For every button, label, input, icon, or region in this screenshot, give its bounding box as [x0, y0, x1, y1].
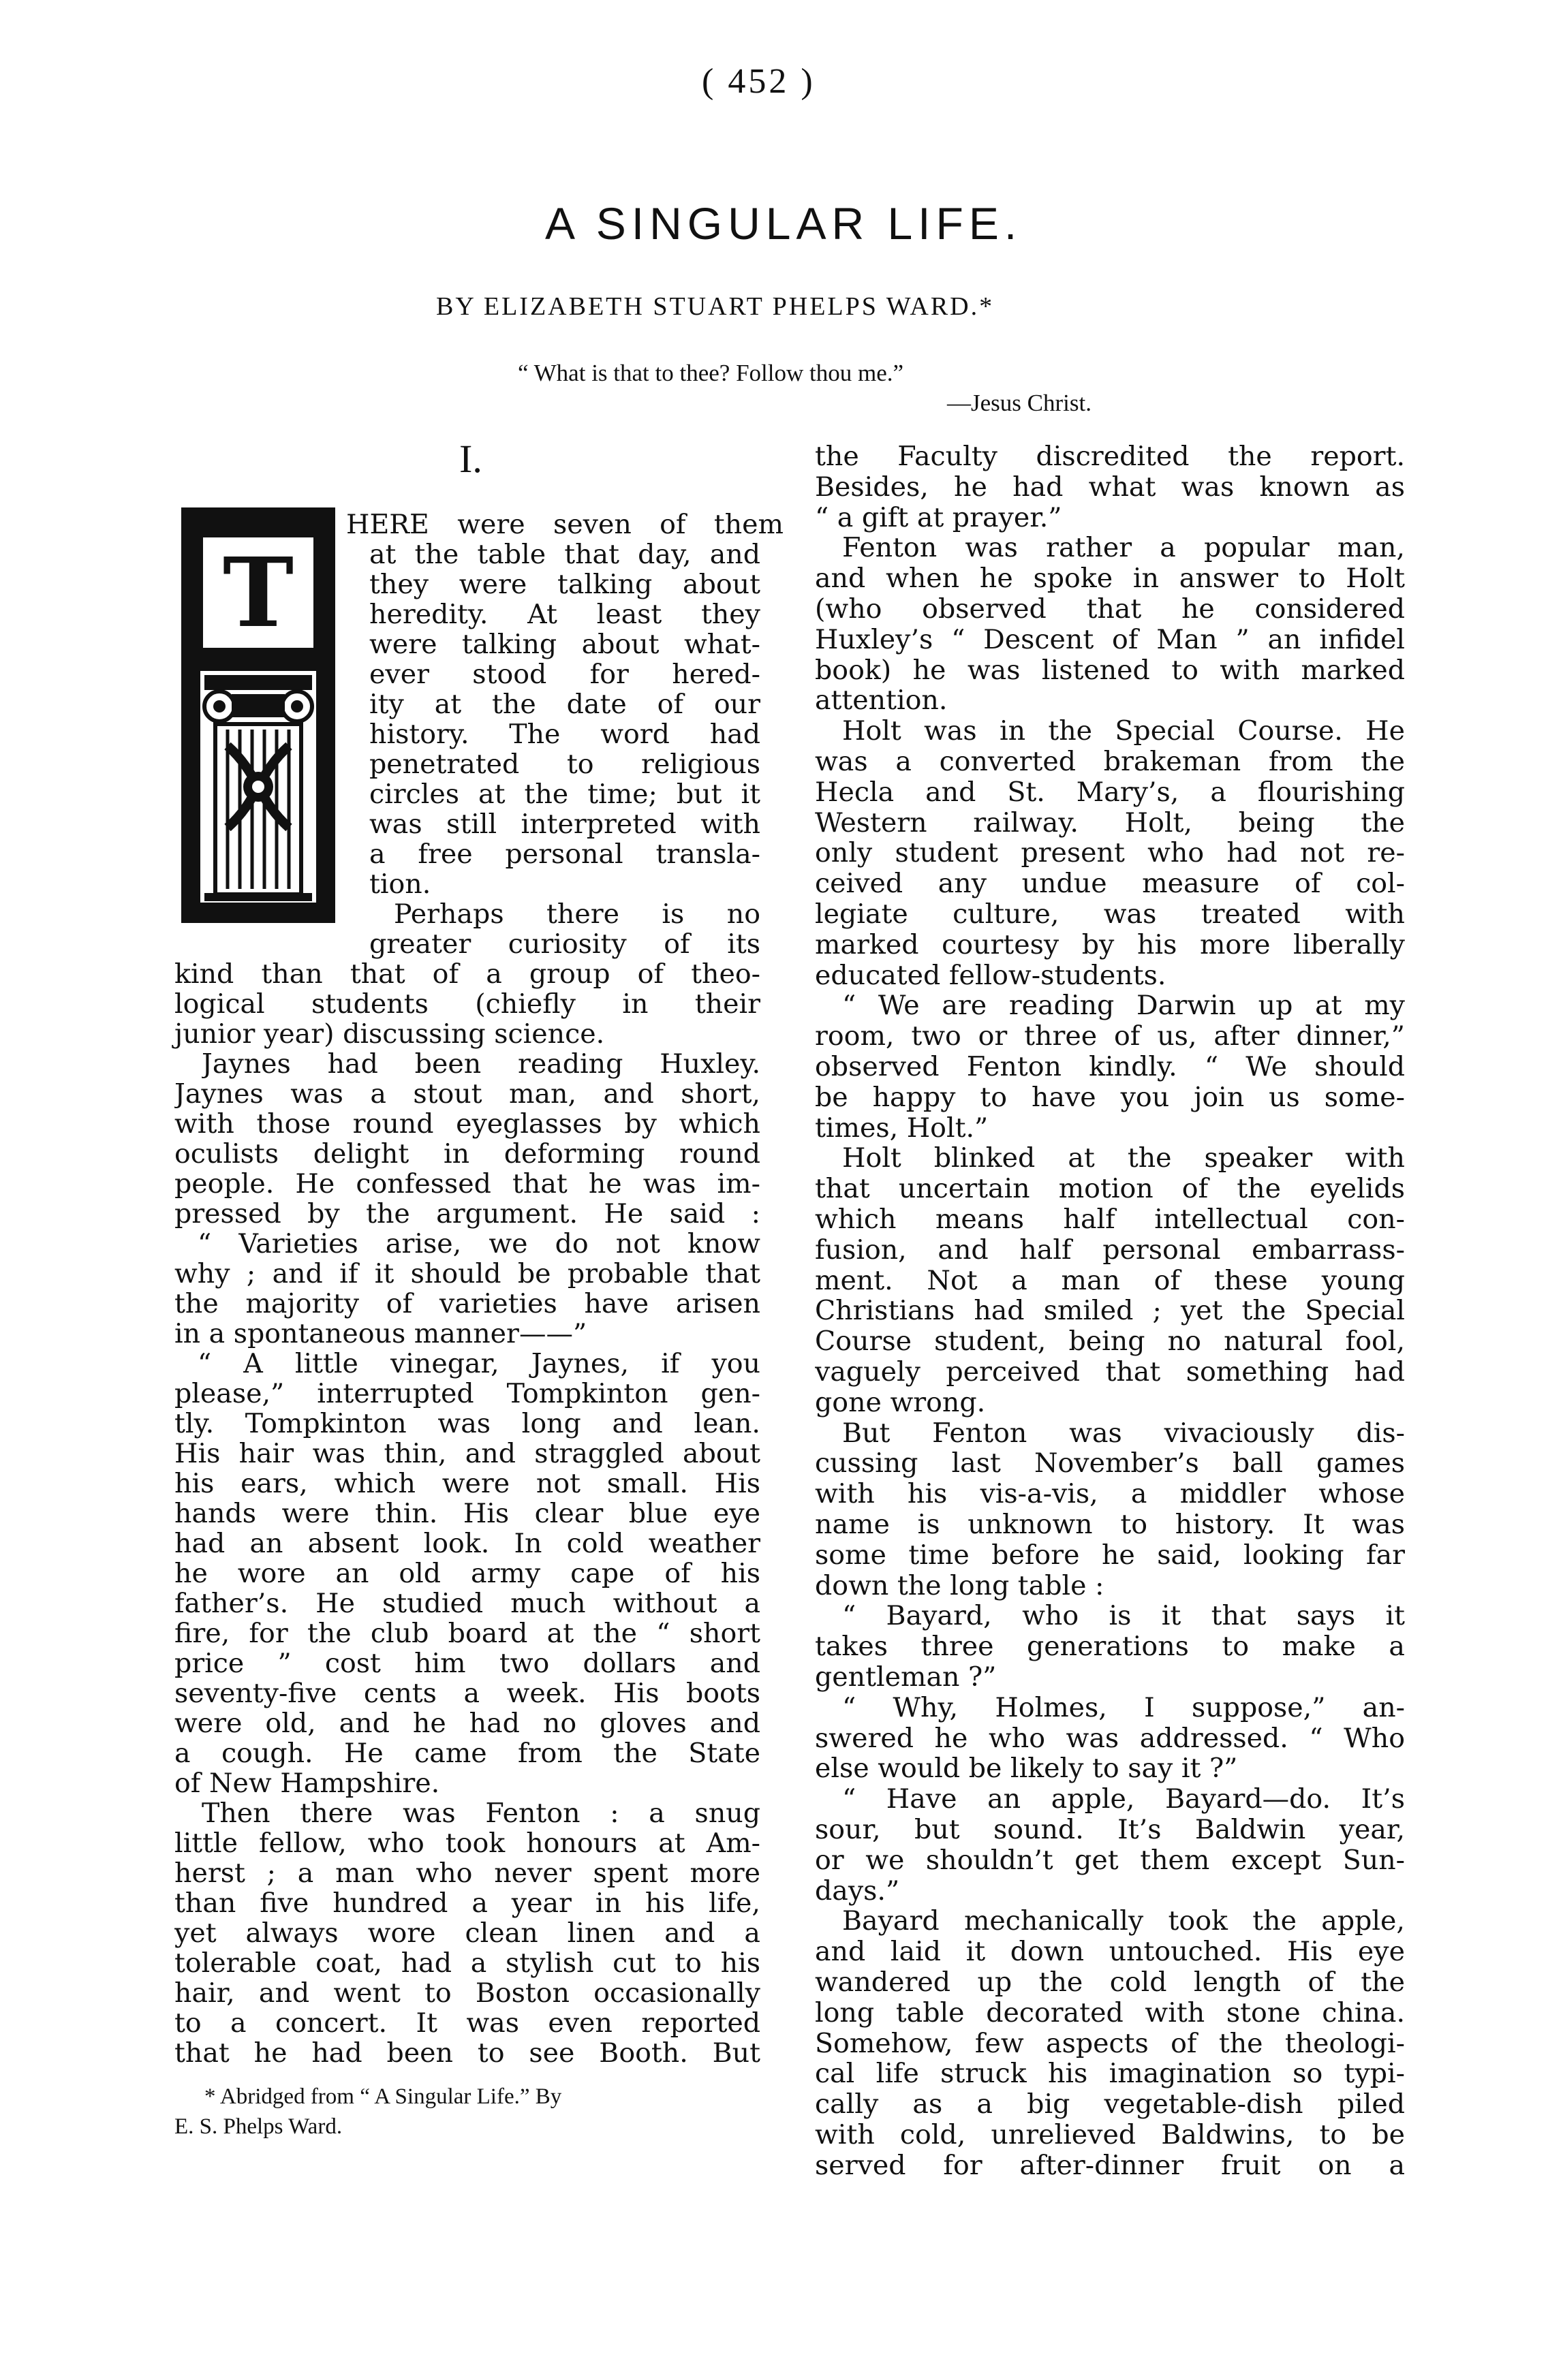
left-column-line: little fellow, who took honours at Am-: [174, 1828, 760, 1858]
left-column-line: the majority of varieties have arisen: [174, 1289, 760, 1319]
left-column-line: his ears, which were not small. His: [174, 1469, 760, 1499]
left-column-line: tly. Tompkinton was long and lean.: [174, 1409, 760, 1439]
right-column-line: Fenton was rather a popular man,: [842, 533, 1405, 563]
right-column-line: the Faculty discredited the report.: [815, 441, 1405, 471]
right-column-line: and when he spoke in answer to Holt: [815, 563, 1405, 594]
right-column-line: educated fellow-students.: [815, 959, 1166, 991]
epigraph-quote: “ What is that to thee? Follow thou me.”: [518, 360, 904, 386]
left-column-line: they were talking about: [369, 569, 760, 599]
left-column-line: circles at the time; but it: [369, 779, 760, 809]
right-column-line: be happy to have you join us some-: [815, 1082, 1405, 1112]
left-column-line: a cough. He came from the State: [174, 1738, 760, 1768]
left-column-line: tolerable coat, had a stylish cut to his: [174, 1948, 760, 1978]
right-column-line: Holt blinked at the speaker with: [842, 1143, 1405, 1174]
drop-cap-letter-box: [200, 535, 316, 651]
left-column-line: Perhaps there is no: [394, 899, 760, 929]
left-column-line: heredity. At least they: [369, 599, 760, 629]
right-column-line: marked courtesy by his more liberally: [815, 929, 1405, 960]
left-column-line: history. The word had: [369, 719, 760, 749]
left-column-line: junior year) discussing science.: [174, 1018, 605, 1050]
right-column-line: down the long table :: [815, 1569, 1104, 1601]
left-column-line: yet always wore clean linen and a: [174, 1918, 760, 1948]
left-column-line: to a concert. It was even reported: [174, 2008, 760, 2038]
left-column-line: kind than that of a group of theo-: [174, 959, 760, 989]
left-column-line: “ Varieties arise, we do not know: [198, 1229, 760, 1259]
left-column-line: price ” cost him two dollars and: [174, 1648, 760, 1678]
left-column-line: fire, for the club board at the “ short: [174, 1618, 760, 1648]
left-column-line: greater curiosity of its: [369, 929, 760, 959]
right-column-line: swered he who was addressed. “ Who: [815, 1723, 1405, 1753]
left-column-line: oculists delight in deforming round: [174, 1139, 760, 1169]
left-column-line: “ A little vinegar, Jaynes, if you: [198, 1349, 760, 1379]
left-column-line: ever stood for hered-: [369, 659, 760, 689]
right-column-line: only student present who had not re-: [815, 838, 1405, 868]
left-column-line: in a spontaneous manner——”: [174, 1318, 587, 1349]
left-column-line: hair, and went to Boston occasionally: [174, 1978, 760, 2008]
right-column-line: Besides, he had what was known as: [815, 471, 1405, 502]
left-column-line: pressed by the argument. He said :: [174, 1199, 760, 1229]
right-column-line: attention.: [815, 685, 948, 717]
left-column-line: Jaynes had been reading Huxley.: [202, 1049, 760, 1079]
right-column-line: and laid it down untouched. His eye: [815, 1937, 1405, 1967]
right-column-line: that uncertain motion of the eyelids: [815, 1174, 1405, 1204]
right-column-line: “ Why, Holmes, I suppose,” an-: [842, 1692, 1405, 1723]
right-column-line: book) he was listened to with marked: [815, 655, 1405, 685]
left-column-line: was still interpreted with: [369, 809, 760, 839]
left-column-line: Jaynes was a stout man, and short,: [174, 1079, 760, 1109]
right-column-line: Huxley’s “ Descent of Man ” an infidel: [815, 624, 1405, 655]
drop-cap-ornament: [181, 507, 335, 923]
footnote-line: E. S. Phelps Ward.: [174, 2114, 343, 2139]
right-column-line: wandered up the cold length of the: [815, 1967, 1405, 1997]
right-column-line: gone wrong.: [815, 1386, 986, 1418]
right-column-line: cussing last November’s ball games: [815, 1448, 1405, 1479]
right-column-line: some time before he said, looking far: [815, 1539, 1405, 1570]
left-column-line: logical students (chiefly in their: [174, 989, 760, 1019]
ionic-column-icon: [200, 671, 316, 903]
left-column-line: he wore an old army cape of his: [174, 1559, 760, 1588]
right-column-line: gentleman ?”: [815, 1661, 997, 1693]
left-column-line: a free personal transla-: [369, 839, 760, 869]
right-column-line: fusion, and half personal embarrass-: [815, 1234, 1405, 1265]
left-column-line: had an absent look. In cold weather: [174, 1529, 760, 1559]
left-column-line: please,” interrupted Tompkinton gen-: [174, 1379, 760, 1409]
right-column-line: legiate culture, was treated with: [815, 899, 1405, 929]
right-column-line: else would be likely to say it ?”: [815, 1753, 1238, 1785]
right-column-line: Christians had smiled ; yet the Special: [815, 1296, 1405, 1326]
right-column-line: name is unknown to history. It was: [815, 1509, 1405, 1539]
right-column-line: times, Holt.”: [815, 1112, 989, 1144]
right-column-line: vaguely perceived that something had: [815, 1357, 1405, 1387]
right-column-line: sour, but sound. It’s Baldwin year,: [815, 1815, 1405, 1845]
right-column-line: served for after-dinner fruit on a: [815, 2150, 1405, 2180]
right-column-line: cal life struck his imagination so typi-: [815, 2058, 1405, 2089]
right-column-line: long table decorated with stone china.: [815, 1997, 1405, 2028]
right-column-line: “ a gift at prayer.”: [815, 501, 1062, 533]
right-column-line: observed Fenton kindly. “ We should: [815, 1052, 1405, 1082]
right-column-line: ceived any undue measure of col-: [815, 868, 1405, 899]
right-column-line: room, two or three of us, after dinner,”: [815, 1021, 1405, 1052]
left-column-line: His hair was thin, and straggled about: [174, 1439, 760, 1469]
left-column-line: seventy-five cents a week. His boots: [174, 1678, 760, 1708]
footnote-line: * Abridged from “ A Singular Life.” By: [204, 2084, 562, 2109]
right-column-line: Course student, being no natural fool,: [815, 1326, 1405, 1357]
drop-cap-letter: T: [222, 537, 294, 649]
left-column-line: why ; and if it should be probable that: [174, 1259, 760, 1289]
left-column-line: with those round eyeglasses by which: [174, 1109, 760, 1139]
right-column-line: Somehow, few aspects of the theologi-: [815, 2028, 1405, 2058]
left-column-line: penetrated to religious: [369, 749, 760, 779]
right-column-line: with cold, unrelieved Baldwins, to be: [815, 2120, 1405, 2150]
byline: BY ELIZABETH STUART PHELPS WARD.*: [436, 292, 995, 321]
left-column-line: Then there was Fenton : a snug: [202, 1798, 760, 1828]
left-column-line: herst ; a man who never spent more: [174, 1858, 760, 1888]
left-column-line: HERE were seven of them: [346, 510, 784, 539]
left-column-line: than five hundred a year in his life,: [174, 1888, 760, 1918]
left-column-line: tion.: [369, 868, 431, 900]
right-column-line: “ Bayard, who is it that says it: [842, 1601, 1405, 1631]
right-column-line: was a converted brakeman from the: [815, 747, 1405, 777]
right-column-line: Bayard mechanically took the apple,: [842, 1906, 1405, 1937]
right-column-line: “ Have an apple, Bayard—do. It’s: [842, 1784, 1405, 1815]
left-column-line: were old, and he had no gloves and: [174, 1708, 760, 1738]
right-column-line: with his vis-a-vis, a middler whose: [815, 1479, 1405, 1509]
right-column-line: takes three generations to make a: [815, 1631, 1405, 1662]
epigraph-attribution: —Jesus Christ.: [947, 390, 1092, 416]
left-column-line: hands were thin. His clear blue eye: [174, 1499, 760, 1529]
right-column-line: Western railway. Holt, being the: [815, 807, 1405, 838]
right-column-line: or we shouldn’t get them except Sun-: [815, 1845, 1405, 1875]
left-column-line: at the table that day, and: [369, 539, 760, 569]
page-number: ( 452 ): [702, 62, 816, 101]
right-column-line: Holt was in the Special Course. He: [842, 716, 1405, 747]
left-column-line: ity at the date of our: [369, 689, 760, 719]
right-column-line: cally as a big vegetable-dish piled: [815, 2089, 1405, 2120]
right-column-line: Hecla and St. Mary’s, a flourishing: [815, 777, 1405, 807]
right-column-line: “ We are reading Darwin up at my: [842, 990, 1405, 1021]
left-column-line: that he had been to see Booth. But: [174, 2038, 760, 2068]
right-column-line: (who observed that he considered: [815, 594, 1405, 624]
left-column-line: were talking about what-: [369, 629, 760, 659]
left-column-line: people. He confessed that he was im-: [174, 1169, 760, 1199]
right-column-line: which means half intellectual con-: [815, 1204, 1405, 1234]
right-column-line: days.”: [815, 1875, 900, 1907]
left-column-line: of New Hampshire.: [174, 1768, 440, 1799]
chapter-numeral: I.: [459, 437, 482, 481]
right-column-line: ment. Not a man of these young: [815, 1265, 1405, 1296]
left-column-line: father’s. He studied much without a: [174, 1588, 760, 1618]
right-column-line: But Fenton was vivaciously dis-: [842, 1418, 1405, 1448]
article-title: A SINGULAR LIFE.: [545, 198, 1023, 249]
